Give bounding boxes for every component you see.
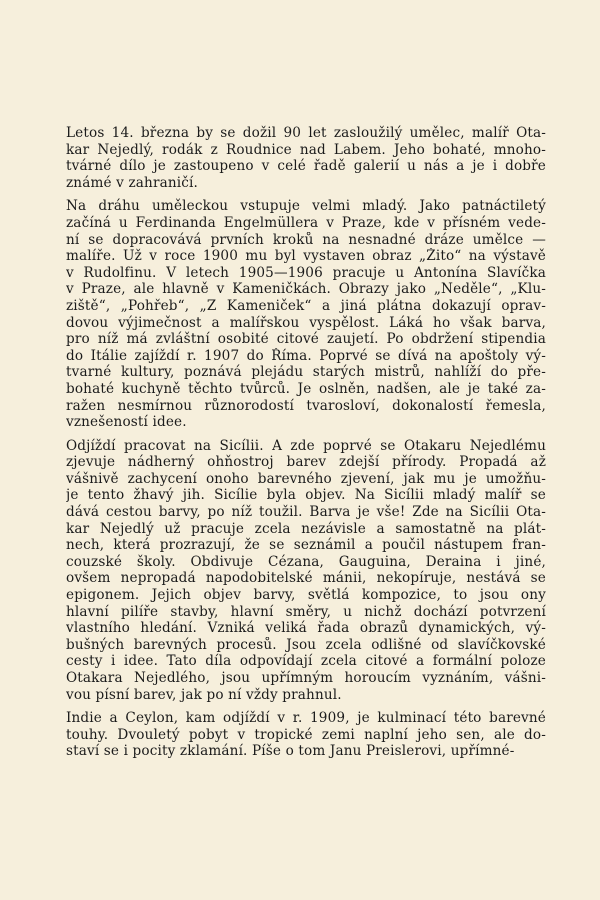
paragraph — [66, 125, 546, 191]
article-body — [66, 125, 546, 767]
text-line: vou písní barev, jak po ní vždy prahnul. — [66, 686, 342, 703]
text-line: v Rudolfinu. V letech 1905—1906 pracuje u Antonína Slavíčka — [66, 264, 546, 281]
text-line: dává cestou barvy, po níž toužil. Barva je vše! Zde na Sicílii Ota- — [66, 504, 546, 521]
text-line: kar Nejedlý, rodák z Roudnice nad Labem. Jeho bohaté, mnoho- — [66, 141, 546, 158]
text-line: v Praze, ale hlavně v Kameničkách. Obrazy jako „Neděle“, „Klu- — [66, 281, 546, 298]
text-line: cesty i idee. Tato díla odpovídají zcela citové a formální poloze — [66, 653, 546, 670]
text-line: ražen nesmírnou různorodostí tvarosloví, dokonalostí řemesla, — [66, 397, 546, 414]
text-line: ziště“, „Pohřeb“, „Z Kameniček“ a jiná plátna dokazují oprav- — [66, 297, 546, 314]
text-line: začíná u Ferdinanda Engelmüllera v Praze, kde v přísném vede- — [66, 214, 546, 231]
text-line: ovšem nepropadá napodobitelské mánii, nekopíruje, nestává se — [66, 570, 546, 587]
text-line: Letos 14. března by se dožil 90 let zasloužilý umělec, malíř Ota- — [66, 125, 546, 141]
text-line: vášnivě zachycení onoho barevného zjevení, jak mu je umožňu- — [66, 470, 546, 487]
text-line: Na dráhu uměleckou vstupuje velmi mladý. Jako patnáctiletý — [66, 198, 546, 215]
text-line: nech, která prozrazují, že se seznámil a poučil nástupem fran- — [66, 537, 546, 554]
text-line: zjevuje nádherný ohňostroj barev zdejší přírody. Propadá až — [66, 454, 546, 471]
text-line: Otakara Nejedlého, jsou upřímným horoucím vyznáním, vášni- — [66, 670, 546, 686]
text-line: kar Nejedlý už pracuje zcela nezávisle a samostatně na plát- — [66, 520, 546, 537]
text-line: do Itálie zajíždí r. 1907 do Říma. Poprvé se dívá na apoštoly vý- — [66, 347, 546, 364]
text-line: je tento žhavý jih. Sicílie byla objev. Na Sicílii mladý malíř se — [66, 487, 546, 504]
paragraph — [66, 710, 546, 760]
paragraph — [66, 198, 546, 430]
text-line: couzské školy. Obdivuje Cézana, Gauguina, Deraina i jiné, — [66, 553, 546, 570]
text-line: Indie a Ceylon, kam odjíždí v r. 1909, je kulminací této barevné — [66, 710, 546, 727]
text-line: staví se i pocity zklamání. Píše o tom Janu Preislerovi, upřímné- — [66, 743, 515, 760]
paragraph — [66, 438, 546, 704]
text-line: ní se dopracovává prvních kroků na nesnadné dráze umělce — — [66, 231, 546, 248]
text-line: epigonem. Jejich objev barvy, světlá kompozice, to jsou ony — [66, 587, 546, 604]
text-line: touhy. Dvouletý pobyt v tropické zemi naplní jeho sen, ale do- — [66, 726, 546, 743]
text-line: známé v zahraničí. — [66, 174, 198, 191]
text-line: malíře. Už v roce 1900 mu byl vystaven obraz „Žito“ na výstavě — [66, 248, 546, 265]
text-line: dovou výjimečnost a malířskou vyspělost. Láká ho však barva, — [66, 314, 546, 331]
text-line: vlastního hledání. Vzniká veliká řada obrazů dynamických, vý- — [66, 620, 546, 637]
text-line: hlavní pilíře stavby, hlavní směry, u nichž dochází potvrzení — [66, 603, 546, 620]
text-line: vznešeností idee. — [66, 414, 187, 431]
text-line: bohaté kuchyně těchto tvůrců. Je oslněn, nadšen, ale je také za- — [66, 380, 546, 397]
text-line: tvarné kultury, poznává plejádu starých mistrů, nahlíží do pře- — [66, 364, 546, 381]
text-line: bušných barevných procesů. Jsou zcela odlišné od slavíčkovské — [66, 636, 546, 653]
text-line: tvárné dílo je zastoupeno v celé řadě galerií u nás a je i dobře — [66, 158, 546, 175]
text-line: pro níž má zvláštní osobité citové zaujetí. Po obdržení stipendia — [66, 331, 546, 348]
text-line: Odjíždí pracovat na Sicílii. A zde poprvé se Otakaru Nejedlému — [66, 437, 546, 454]
